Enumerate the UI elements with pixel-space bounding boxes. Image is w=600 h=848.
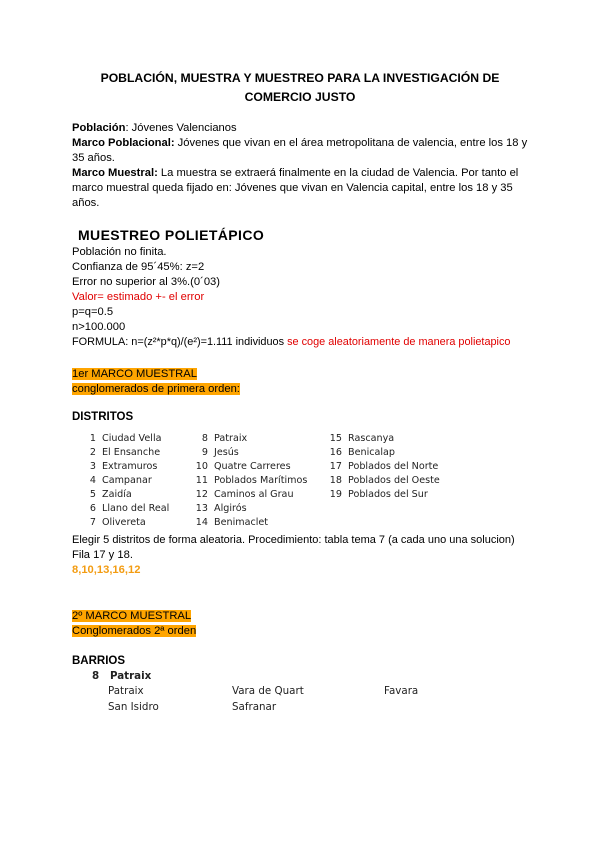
seleccion-distritos: 8,10,13,16,12 bbox=[72, 564, 141, 576]
distrito-item bbox=[328, 488, 440, 502]
distrito-name: Olivereta bbox=[102, 517, 146, 528]
param-formula bbox=[72, 335, 532, 350]
barrio-item: Patraix bbox=[108, 685, 144, 697]
distrito-name: Algirós bbox=[214, 503, 247, 514]
distrito-item bbox=[82, 460, 169, 474]
distrito-item bbox=[328, 432, 440, 446]
distrito-item bbox=[194, 502, 307, 516]
barrio-district-header bbox=[92, 670, 151, 682]
distrito-number: 10 bbox=[195, 461, 208, 472]
distrito-name: Campanar bbox=[102, 475, 152, 486]
param-poblacion: Población no finita. bbox=[72, 246, 167, 258]
distrito-item bbox=[194, 446, 307, 460]
parameters-block bbox=[72, 245, 532, 350]
distrito-number: 1 bbox=[89, 433, 96, 444]
distrito-name: Jesús bbox=[214, 447, 239, 458]
distrito-number: 11 bbox=[195, 475, 208, 486]
title-line-2: COMERCIO JUSTO bbox=[244, 90, 356, 104]
marco-muestral-line bbox=[72, 166, 532, 211]
marco2-title: 2º MARCO MUESTRAL bbox=[72, 610, 192, 622]
marco1-block bbox=[72, 367, 532, 397]
document-title bbox=[72, 69, 528, 107]
distrito-number: 5 bbox=[89, 489, 96, 500]
distrito-name: Patraix bbox=[214, 433, 248, 444]
distrito-item bbox=[82, 516, 169, 530]
distrito-number: 17 bbox=[329, 461, 342, 472]
distrito-number: 8 bbox=[201, 433, 208, 444]
param-valor: Valor= estimado +- el error bbox=[72, 291, 205, 303]
barrio-item: San Isidro bbox=[108, 701, 159, 713]
distrito-item bbox=[194, 474, 307, 488]
barrio-item: Safranar bbox=[232, 701, 277, 713]
distrito-item bbox=[328, 446, 440, 460]
distrito-name: Ciudad Vella bbox=[102, 433, 162, 444]
barrio-item: Favara bbox=[384, 685, 419, 697]
distrito-name: Quatre Carreres bbox=[214, 461, 291, 472]
distrito-item bbox=[82, 488, 169, 502]
distrito-name: Zaidía bbox=[102, 489, 132, 500]
distrito-name: El Ensanche bbox=[102, 447, 161, 458]
distrito-item bbox=[328, 474, 440, 488]
distrito-item bbox=[82, 502, 169, 516]
distrito-item bbox=[328, 460, 440, 474]
section-heading: MUESTREO POLIETÁPICO bbox=[78, 227, 265, 243]
distritos-column-3 bbox=[328, 432, 440, 502]
distrito-name: Caminos al Grau bbox=[214, 489, 294, 500]
intro-paragraph bbox=[72, 121, 532, 211]
distrito-name: Poblados del Oeste bbox=[348, 475, 440, 486]
distrito-name: Rascanya bbox=[348, 433, 395, 444]
distrito-item bbox=[82, 446, 169, 460]
formula-text: FORMULA: n=(z²*p*q)/(e²)=1.111 individuos bbox=[72, 336, 288, 348]
marco-poblacional-text: Jóvenes que vivan en el área metropolitana de valencia, entre los 18 y 35 años. bbox=[72, 137, 528, 164]
distrito-name: Extramuros bbox=[102, 461, 158, 472]
marco-poblacional-label: Marco Poblacional: bbox=[72, 137, 175, 149]
distrito-number: 2 bbox=[89, 447, 96, 458]
distrito-name: Poblados del Sur bbox=[348, 489, 428, 500]
distrito-number: 16 bbox=[329, 447, 342, 458]
distritos-column-2 bbox=[194, 432, 307, 530]
param-pq: p=q=0.5 bbox=[72, 306, 114, 318]
distrito-number: 4 bbox=[89, 475, 96, 486]
poblacion-line bbox=[72, 121, 532, 136]
distrito-item bbox=[82, 432, 169, 446]
distrito-number: 14 bbox=[195, 517, 208, 528]
formula-note: se coge aleatoriamente de manera polietapico bbox=[287, 336, 511, 348]
distrito-number: 15 bbox=[329, 433, 342, 444]
marco2-subtitle: Conglomerados 2ª orden bbox=[72, 625, 197, 637]
distrito-name: Poblados Marítimos bbox=[214, 475, 308, 486]
elegir-block bbox=[72, 533, 532, 578]
distrito-number: 7 bbox=[89, 517, 96, 528]
distrito-number: 3 bbox=[89, 461, 96, 472]
title-line-1: POBLACIÓN, MUESTRA Y MUESTREO PARA LA INVESTIGACIÓN DE bbox=[100, 71, 500, 85]
marco-muestral-text: La muestra se extraerá finalmente en la ciudad de Valencia. Por tanto el marco muestral queda fijado en: Jóvenes que vivan en Valencia capital, entre los 18 y 35 años. bbox=[72, 167, 519, 209]
distrito-name: Llano del Real bbox=[102, 503, 170, 514]
distrito-number: 13 bbox=[195, 503, 208, 514]
distrito-number: 19 bbox=[329, 489, 342, 500]
distritos-column-1 bbox=[82, 432, 169, 530]
barrio-district-name: Patraix bbox=[109, 670, 152, 682]
distrito-name: Benimaclet bbox=[214, 517, 269, 528]
distrito-item bbox=[194, 460, 307, 474]
distrito-number: 12 bbox=[195, 489, 208, 500]
poblacion-label: Población bbox=[72, 122, 126, 134]
poblacion-text: : Jóvenes Valencianos bbox=[125, 122, 237, 134]
marco-poblacional-line bbox=[72, 136, 532, 166]
param-n: n>100.000 bbox=[72, 321, 126, 333]
elegir-line-2: Fila 17 y 18. bbox=[72, 549, 133, 561]
distrito-number: 18 bbox=[329, 475, 342, 486]
marco1-subtitle: conglomerados de primera orden: bbox=[72, 383, 240, 395]
marco-muestral-label: Marco Muestral: bbox=[72, 167, 158, 179]
barrio-item: Vara de Quart bbox=[232, 685, 304, 697]
marco2-block bbox=[72, 609, 532, 639]
distrito-item bbox=[194, 488, 307, 502]
distrito-name: Poblados del Norte bbox=[348, 461, 439, 472]
distrito-item bbox=[82, 474, 169, 488]
marco1-title: 1er MARCO MUESTRAL bbox=[72, 368, 197, 380]
barrio-district-number: 8 bbox=[92, 670, 100, 682]
param-confianza: Confianza de 95´45%: z=2 bbox=[72, 261, 205, 273]
param-error: Error no superior al 3%.(0´03) bbox=[72, 276, 220, 288]
elegir-line-1: Elegir 5 distritos de forma aleatoria. Procedimiento: tabla tema 7 (a cada uno una solucion) bbox=[72, 534, 515, 546]
distrito-item bbox=[194, 432, 307, 446]
distrito-number: 6 bbox=[89, 503, 96, 514]
distrito-name: Benicalap bbox=[348, 447, 396, 458]
distrito-item bbox=[194, 516, 307, 530]
distritos-heading: DISTRITOS bbox=[72, 411, 134, 423]
distrito-number: 9 bbox=[201, 447, 208, 458]
barrios-heading: BARRIOS bbox=[72, 655, 126, 667]
